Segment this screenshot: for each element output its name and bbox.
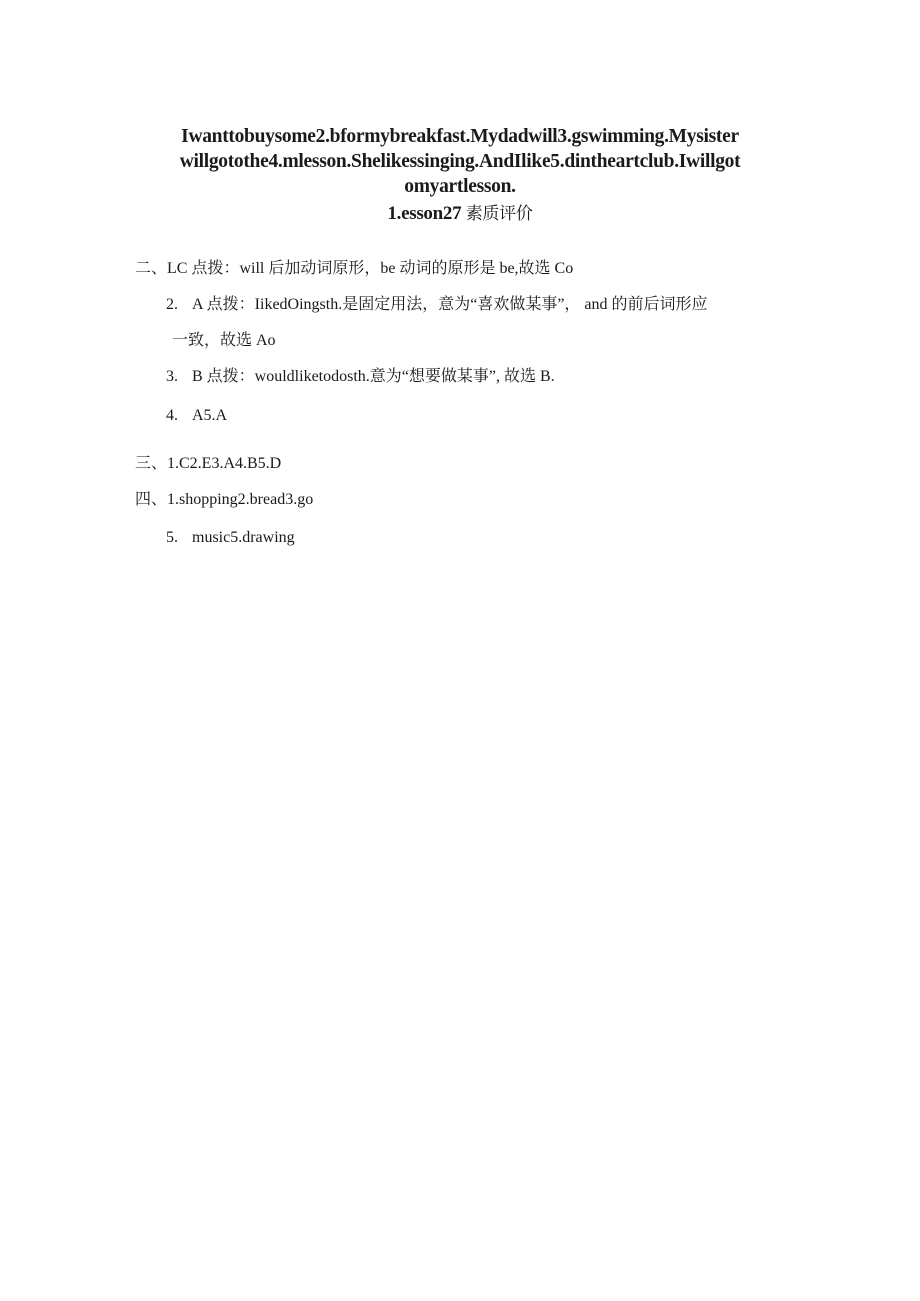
heading-line-1: Iwanttobuysome2.bformybreakfast.Mydadwill3.gswimming.Mysister — [181, 126, 739, 147]
item-number: 5. — [166, 529, 178, 546]
item-text: B 点拨：wouldliketodosth.意为“想要做某事”, 故选 B. — [192, 368, 555, 385]
item-text: A5.A — [192, 407, 228, 424]
section-2-item-3 — [166, 366, 555, 388]
item-text: A 点拨：IikedOingsth.是固定用法，意为“喜欢做某事”， and 的前后词形应 — [192, 296, 708, 313]
lesson-title — [120, 201, 800, 227]
section-2-header: 二、LC 点拨：will 后加动词原形，be 动词的原形是 be,故选 Co — [135, 260, 574, 277]
section-4-line: 四、1.shopping2.bread3.go — [135, 491, 314, 508]
section-3-line: 三、1.C2.E3.A4.B5.D — [135, 455, 282, 472]
section-2-item-2-continued: 一致，故选 Ao — [172, 332, 276, 349]
heading-line-2: willgotothe4.mlesson.Shelikessinging.AndIlike5.dintheartclub.Iwillgot — [179, 151, 741, 172]
heading-line-3: omyartlesson. — [404, 176, 516, 197]
passage-heading — [120, 124, 800, 227]
lesson-title-text: 素质评价 — [465, 204, 533, 224]
lesson-code: 1.esson27 — [387, 203, 462, 224]
item-text: music5.drawing — [192, 529, 295, 546]
item-number: 2. — [166, 296, 178, 313]
section-4-item-5 — [166, 527, 295, 549]
section-2-item-2 — [166, 294, 708, 316]
section-2-item-4 — [166, 405, 227, 427]
item-number: 3. — [166, 368, 178, 385]
item-number: 4. — [166, 407, 178, 424]
